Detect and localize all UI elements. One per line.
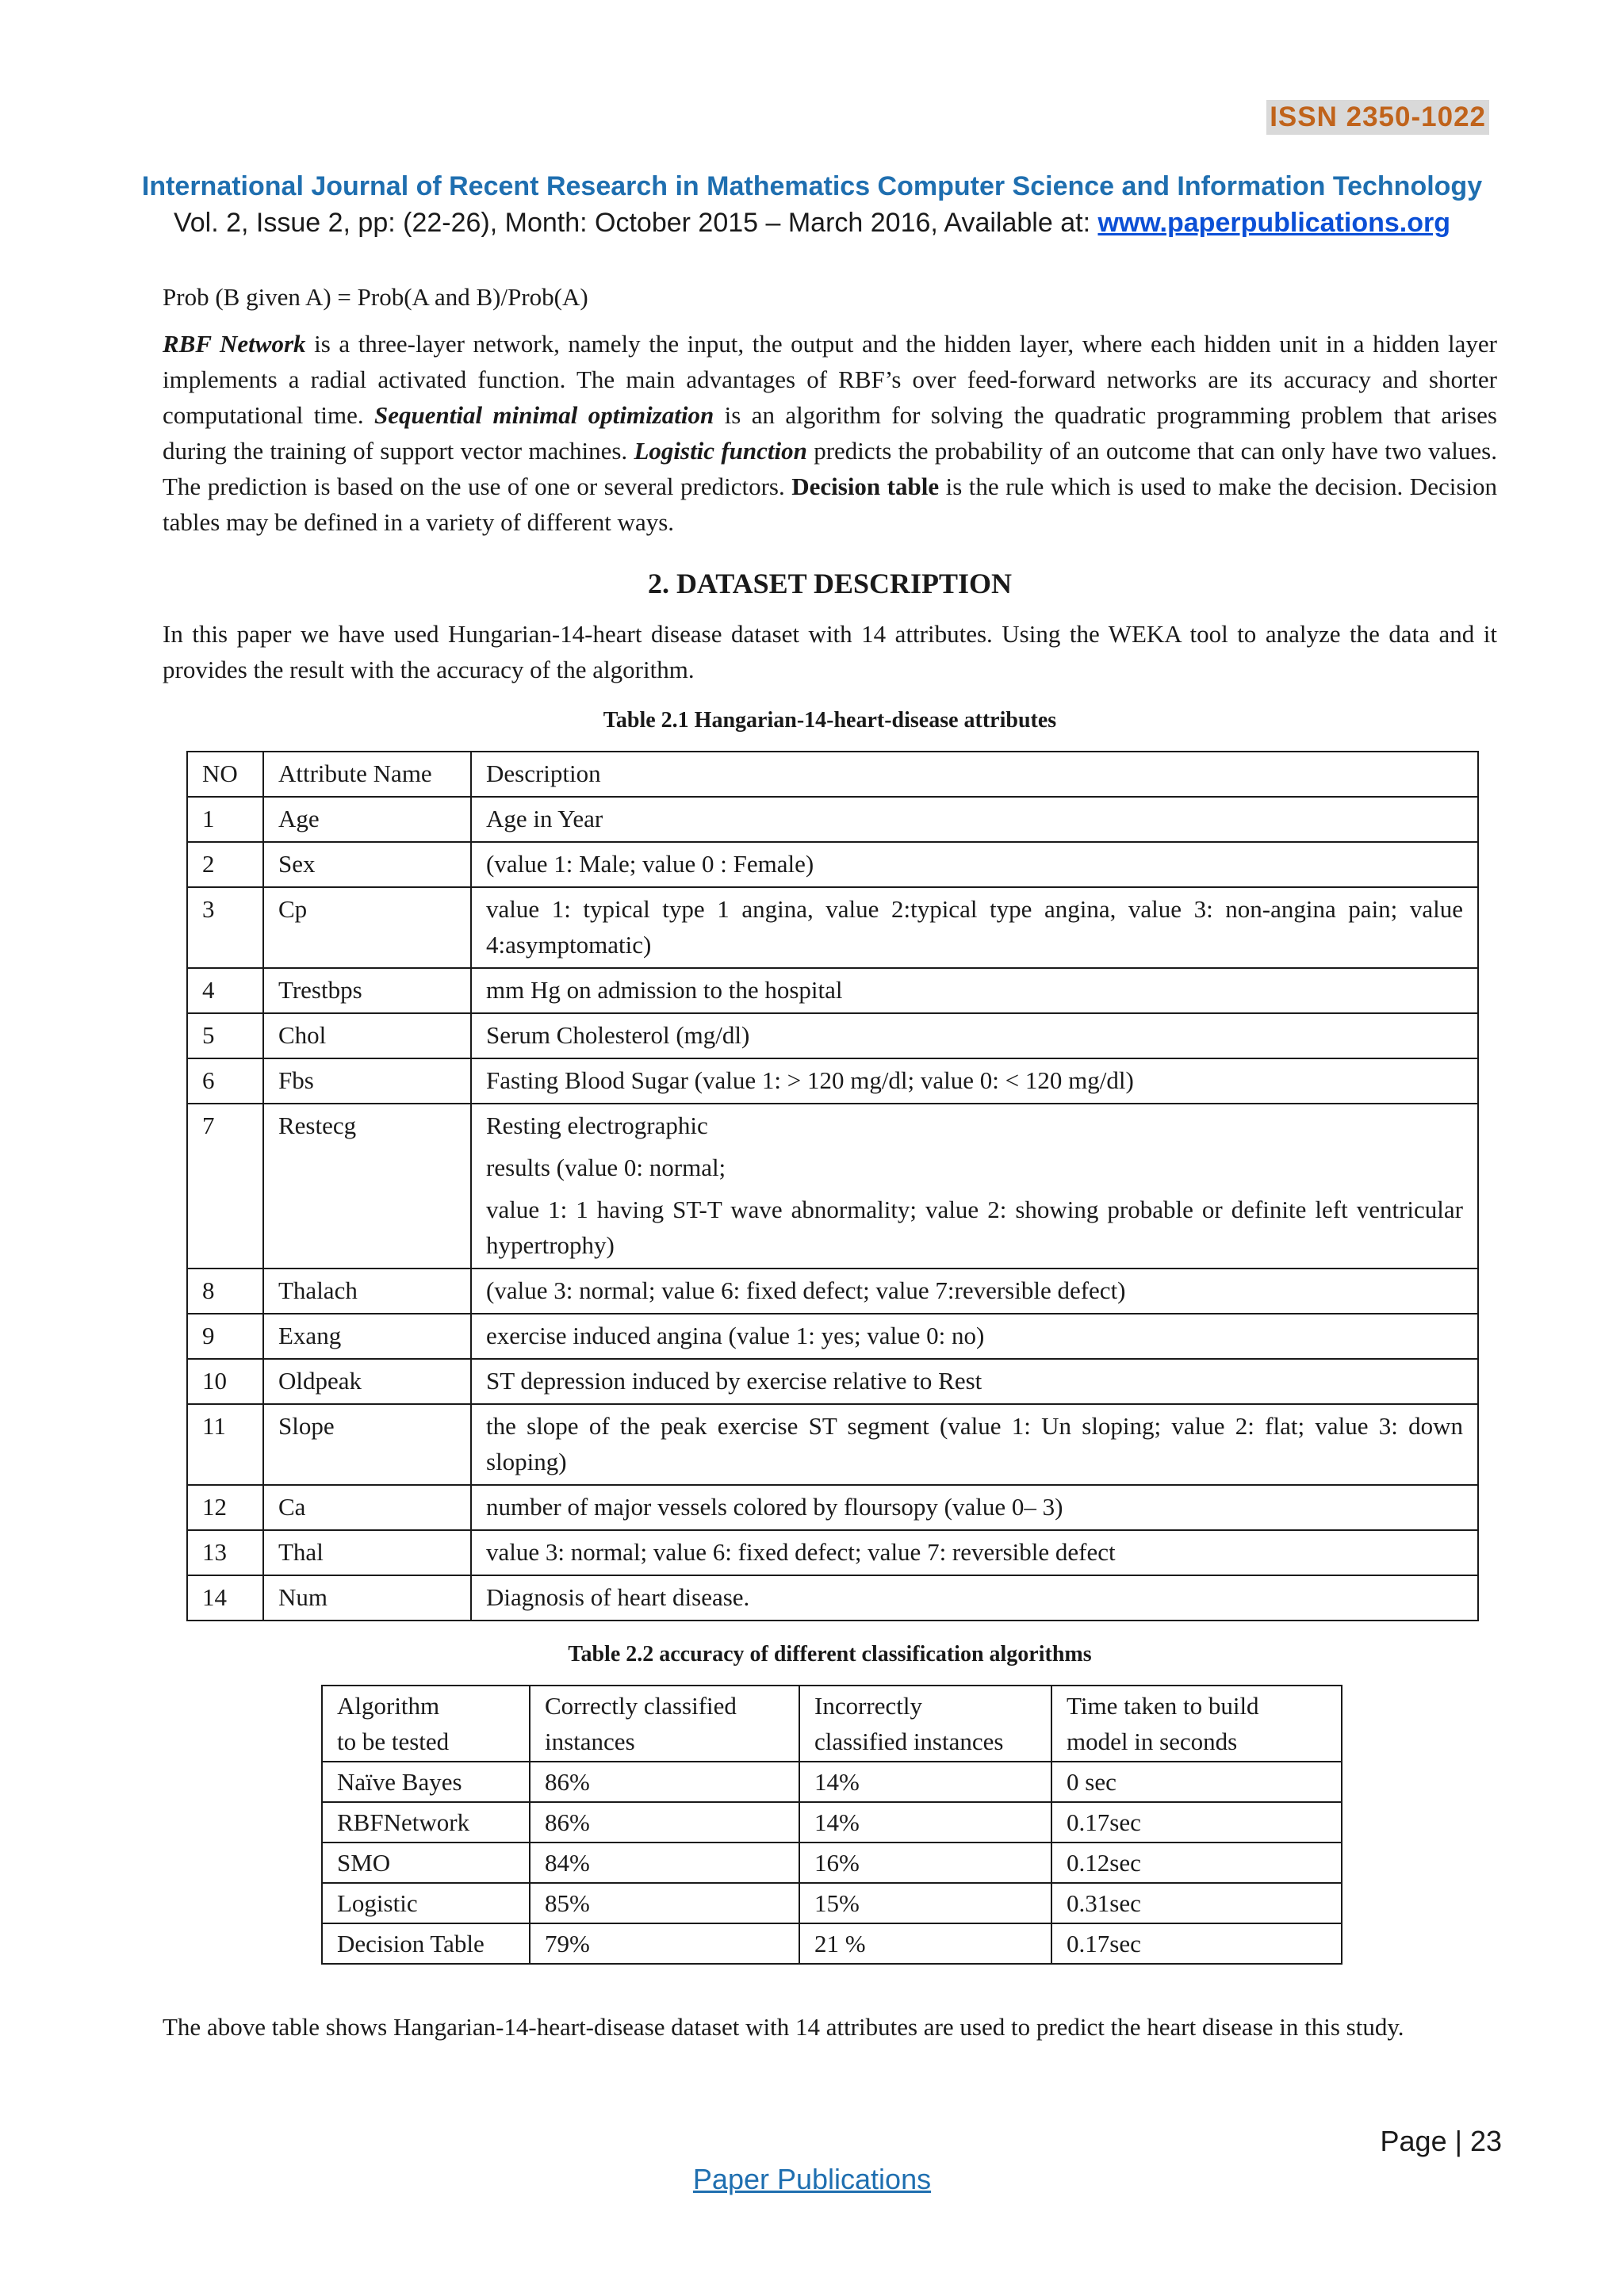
cell-no: 6 [187,1058,263,1104]
description-line: value 1: 1 having ST-T wave abnormality; value 2: showing probable or definite left ventricular hypertrophy) [486,1196,1463,1259]
cell-time: 0.17sec [1051,1802,1342,1843]
table-header-row [187,752,1478,797]
cell-attribute: Restecg [263,1104,471,1269]
cell-correct: 85% [530,1883,799,1923]
header-line: Algorithm [337,1692,440,1720]
journal-title: International Journal of Recent Research in Mathematics Computer Science and Information Technology [141,171,1483,201]
cell-description: Diagnosis of heart disease. [471,1575,1478,1621]
page-number: Page | 23 [1380,2125,1502,2157]
cell-attribute: Oldpeak [263,1359,471,1404]
rbf-term: RBF Network [163,330,306,358]
smo-term: Sequential minimal optimization [374,401,714,429]
cell-no: 11 [187,1404,263,1485]
logistic-text: predicts the probability of an outcome that can only have two values. The prediction is based on the use of one or several predictors. [163,437,1497,500]
cell-no: 7 [187,1104,263,1269]
cell-attribute: Thalach [263,1269,471,1314]
cell-attribute: Age [263,797,471,842]
table-row [187,1485,1478,1530]
cell-attribute: Sex [263,842,471,887]
table-row [187,1359,1478,1404]
cell-no: 5 [187,1013,263,1058]
cell-attribute: Slope [263,1404,471,1485]
cell-no: 13 [187,1530,263,1575]
header-correctly-classified [530,1686,799,1762]
cell-incorrect: 14% [799,1802,1051,1843]
table-row [187,1058,1478,1104]
description-line: results (value 0: normal; [486,1154,726,1181]
decision-table-text: is the rule which is used to make the decision. Decision tables may be defined in a variety of different ways. [163,473,1497,536]
volume-info: Vol. 2, Issue 2, pp: (22-26), Month: October 2015 – March 2016, Available at: [173,208,1098,238]
cell-correct: 86% [530,1762,799,1802]
table-row [322,1762,1342,1802]
table-header-row [322,1686,1342,1762]
header-description: Description [471,752,1478,797]
header-line: to be tested [337,1728,450,1755]
cell-incorrect: 21 % [799,1923,1051,1964]
cell-no: 10 [187,1359,263,1404]
table-row [187,1104,1478,1269]
cell-description: the slope of the peak exercise ST segment (value 1: Un sloping; value 2: flat; value 3: down sloping) [471,1404,1478,1485]
table-row [322,1923,1342,1964]
cell-description: ST depression induced by exercise relative to Rest [471,1359,1478,1404]
cell-description: mm Hg on admission to the hospital [471,968,1478,1013]
decision-table-term: Decision table [791,473,940,500]
cell-algorithm: Naïve Bayes [322,1762,530,1802]
table-row [187,1404,1478,1485]
cell-correct: 84% [530,1843,799,1883]
website-link[interactable]: www.paperpublications.org [1097,208,1451,238]
cell-attribute: Num [263,1575,471,1621]
smo-text: is an algorithm for solving the quadratic programming problem that arises during the training of support vector machines. [163,401,1497,465]
cell-description: value 1: typical type 1 angina, value 2:typical type angina, value 3: non-angina pain; value 4:asymptomatic) [471,887,1478,968]
table-row [322,1883,1342,1923]
dataset-paragraph: In this paper we have used Hungarian-14-heart disease dataset with 14 attributes. Using the WEKA tool to analyze the data and it provides the result with the accuracy of the algorithm. [163,620,1497,683]
cell-incorrect: 14% [799,1762,1051,1802]
page-content [163,279,1497,2045]
header-attribute-name: Attribute Name [263,752,471,797]
cell-attribute: Fbs [263,1058,471,1104]
cell-time: 0.31sec [1051,1883,1342,1923]
table-row [187,1013,1478,1058]
header-line: Correctly classified [545,1692,737,1720]
section-heading: 2. DATASET DESCRIPTION [647,568,1013,599]
attributes-table [186,751,1479,1621]
cell-description: Fasting Blood Sugar (value 1: > 120 mg/dl; value 0: < 120 mg/dl) [471,1058,1478,1104]
cell-incorrect: 16% [799,1843,1051,1883]
cell-algorithm: Logistic [322,1883,530,1923]
cell-description: (value 3: normal; value 6: fixed defect; value 7:reversible defect) [471,1269,1478,1314]
cell-description: (value 1: Male; value 0 : Female) [471,842,1478,887]
cell-attribute: Cp [263,887,471,968]
volume-line [0,208,1624,239]
cell-algorithm: RBFNetwork [322,1802,530,1843]
table-row [187,1269,1478,1314]
cell-correct: 79% [530,1923,799,1964]
header-line: classified instances [814,1728,1004,1755]
cell-no: 1 [187,797,263,842]
cell-attribute: Trestbps [263,968,471,1013]
cell-algorithm: Decision Table [322,1923,530,1964]
cell-correct: 86% [530,1802,799,1843]
header-line: model in seconds [1067,1728,1238,1755]
closing-paragraph: The above table shows Hangarian-14-heart-disease dataset with 14 attributes are used to predict the heart disease in this study. [163,2013,1404,2041]
table-row [187,842,1478,887]
cell-no: 4 [187,968,263,1013]
table-row [187,968,1478,1013]
cell-description: Age in Year [471,797,1478,842]
table-row [322,1802,1342,1843]
cell-no: 8 [187,1269,263,1314]
description-line: Resting electrographic [486,1112,708,1139]
cell-description: value 3: normal; value 6: fixed defect; value 7: reversible defect [471,1530,1478,1575]
cell-no: 9 [187,1314,263,1359]
algorithms-paragraph [163,326,1497,540]
table-row [187,797,1478,842]
table-row [187,1575,1478,1621]
cell-no: 2 [187,842,263,887]
cell-algorithm: SMO [322,1843,530,1883]
cell-no: 14 [187,1575,263,1621]
logistic-term: Logistic function [634,437,807,465]
issn-label: ISSN 2350-1022 [1266,100,1489,135]
cell-description [471,1104,1478,1269]
cell-attribute: Ca [263,1485,471,1530]
header-algorithm [322,1686,530,1762]
cell-attribute: Exang [263,1314,471,1359]
cell-time: 0 sec [1051,1762,1342,1802]
cell-time: 0.17sec [1051,1923,1342,1964]
cell-time: 0.12sec [1051,1843,1342,1883]
cell-attribute: Chol [263,1013,471,1058]
cell-attribute: Thal [263,1530,471,1575]
cell-no: 3 [187,887,263,968]
header-no: NO [187,752,263,797]
header-line: instances [545,1728,635,1755]
header-line: Incorrectly [814,1692,922,1720]
rbf-text: is a three-layer network, namely the input, the output and the hidden layer, where each hidden unit in a hidden layer implements a radial activated function. The main advantages of RBF’s over feed-forward networks are its accuracy and shorter computational time. [163,330,1497,429]
publisher-footer [0,2163,1624,2196]
cell-incorrect: 15% [799,1883,1051,1923]
table-row [322,1843,1342,1883]
table-row [187,1314,1478,1359]
publisher-link[interactable]: Paper Publications [692,2163,932,2195]
cell-description: number of major vessels colored by floursopy (value 0– 3) [471,1485,1478,1530]
accuracy-table [321,1685,1342,1965]
header-incorrectly-classified [799,1686,1051,1762]
header-line: Time taken to build [1067,1692,1259,1720]
table1-caption: Table 2.1 Hangarian-14-heart-disease attributes [603,708,1057,733]
cell-description: Serum Cholesterol (mg/dl) [471,1013,1478,1058]
table-row [187,887,1478,968]
probability-formula: Prob (B given A) = Prob(A and B)/Prob(A) [163,283,588,311]
table2-caption: Table 2.2 accuracy of different classification algorithms [568,1642,1092,1667]
cell-no: 12 [187,1485,263,1530]
table-row [187,1530,1478,1575]
header-time-taken [1051,1686,1342,1762]
cell-description: exercise induced angina (value 1: yes; value 0: no) [471,1314,1478,1359]
